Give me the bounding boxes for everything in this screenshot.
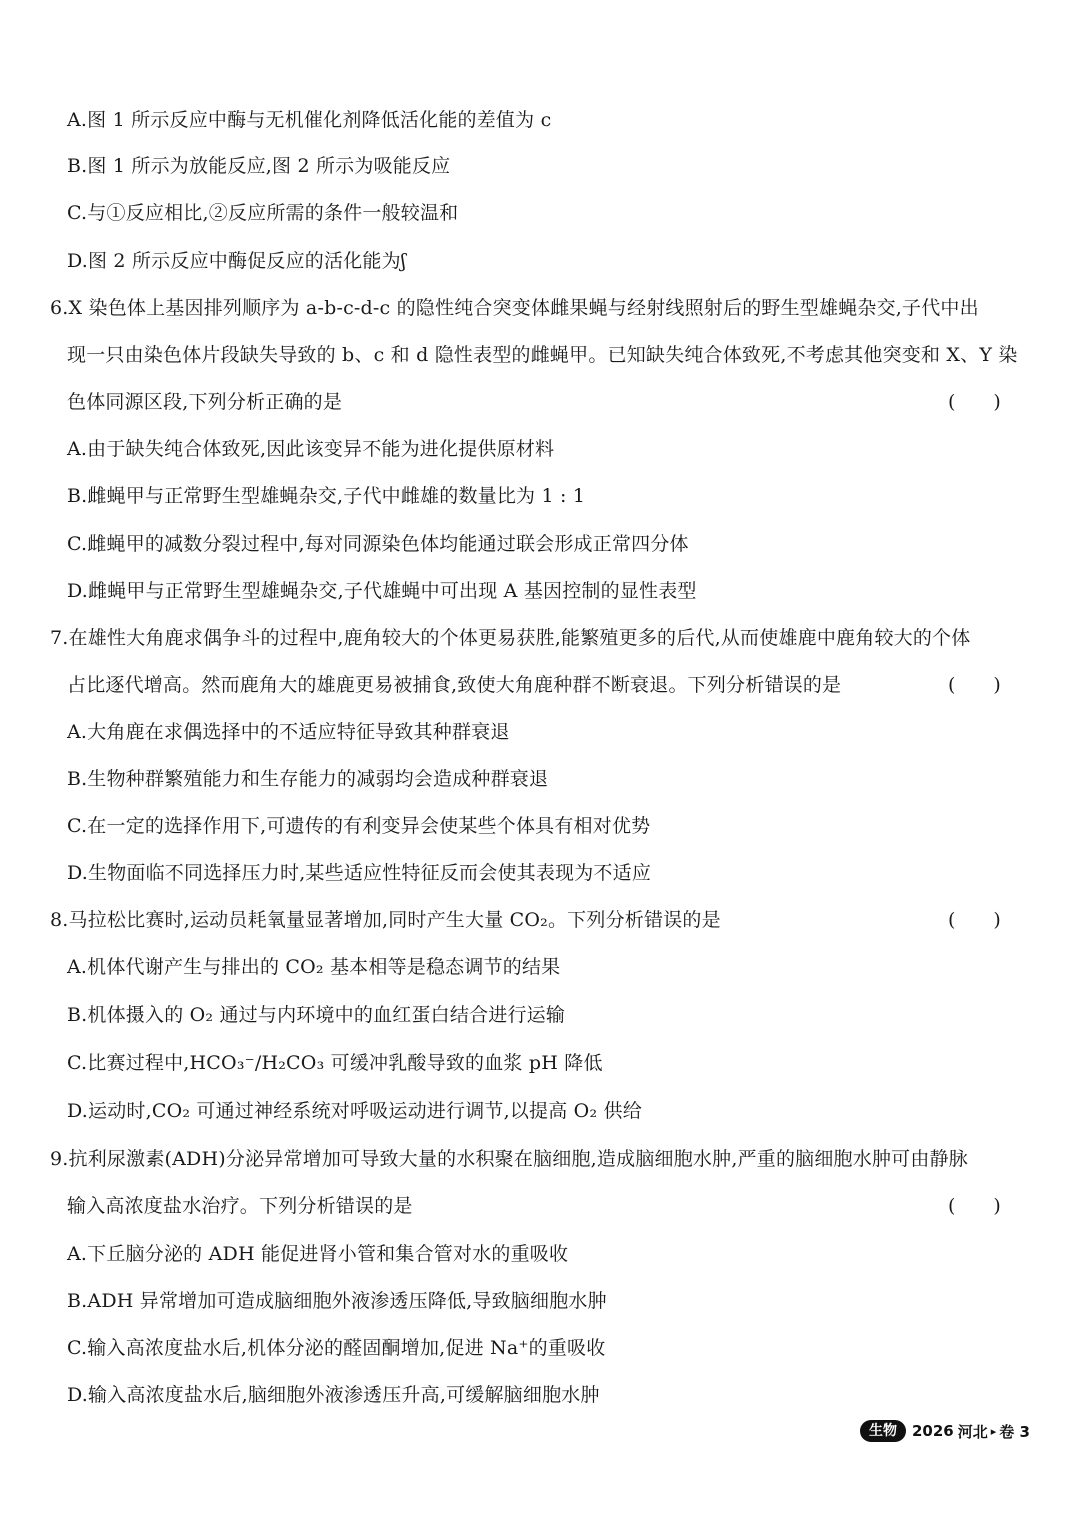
q6-stem-line-1: 6.X 染色体上基因排列顺序为 a-b-c-d-c 的隐性纯合突变体雌果蝇与经射线照射后的野生型雄蝇杂交,子代中出 xyxy=(50,297,979,319)
q6-stem-line-2: 现一只由染色体片段缺失导致的 b、c 和 d 隐性表型的雌蝇甲。已知缺失纯合体致死,不考虑其他突变和 X、Y 染 xyxy=(67,344,1018,366)
q7-stem-line-2: 占比逐代增高。然而鹿角大的雄鹿更易被捕食,致使大角鹿种群不断衰退。下列分析错误的是 xyxy=(67,674,842,696)
q7-option-d: D.生物面临不同选择压力时,某些适应性特征反而会使其表现为不适应 xyxy=(67,862,652,884)
q6-stem-line-3: 色体同源区段,下列分析正确的是 xyxy=(67,391,343,413)
footer-volume: 卷 3 xyxy=(999,1422,1030,1441)
q9-option-b: B.ADH 异常增加可造成脑细胞外液渗透压降低,导致脑细胞水肿 xyxy=(67,1290,607,1312)
footer-region: 河北 xyxy=(957,1422,988,1441)
q5-option-c: C.与①反应相比,②反应所需的条件一般较温和 xyxy=(67,202,459,224)
q6-answer-blank: ( ) xyxy=(948,391,1001,413)
footer-separator-icon: ▸ xyxy=(990,1424,997,1438)
q9-stem-line-2: 输入高浓度盐水治疗。下列分析错误的是 xyxy=(67,1195,413,1217)
q8-option-b: B.机体摄入的 O₂ 通过与内环境中的血红蛋白结合进行运输 xyxy=(67,1004,566,1026)
q6-option-c: C.雌蝇甲的减数分裂过程中,每对同源染色体均能通过联会形成正常四分体 xyxy=(67,533,689,555)
q7-option-a: A.大角鹿在求偶选择中的不适应特征导致其种群衰退 xyxy=(67,721,510,743)
q7-option-b: B.生物种群繁殖能力和生存能力的减弱均会造成种群衰退 xyxy=(67,768,549,790)
q5-option-a: A.图 1 所示反应中酶与无机催化剂降低活化能的差值为 c xyxy=(67,109,552,131)
q7-option-c: C.在一定的选择作用下,可遗传的有利变异会使某些个体具有相对优势 xyxy=(67,815,651,837)
q8-option-c: C.比赛过程中,HCO₃⁻/H₂CO₃ 可缓冲乳酸导致的血浆 pH 降低 xyxy=(67,1052,603,1074)
q9-option-c: C.输入高浓度盐水后,机体分泌的醛固酮增加,促进 Na⁺的重吸收 xyxy=(67,1337,606,1359)
q7-answer-blank: ( ) xyxy=(948,674,1001,696)
q8-option-d: D.运动时,CO₂ 可通过神经系统对呼吸运动进行调节,以提高 O₂ 供给 xyxy=(67,1100,642,1122)
q9-option-d: D.输入高浓度盐水后,脑细胞外液渗透压升高,可缓解脑细胞水肿 xyxy=(67,1384,600,1406)
subject-badge: 生物 xyxy=(860,1420,906,1442)
q8-stem-line-1: 8.马拉松比赛时,运动员耗氧量显著增加,同时产生大量 CO₂。下列分析错误的是 xyxy=(50,909,721,931)
q6-option-b: B.雌蝇甲与正常野生型雄蝇杂交,子代中雌雄的数量比为 1 : 1 xyxy=(67,485,586,507)
q6-option-a: A.由于缺失纯合体致死,因此该变异不能为进化提供原材料 xyxy=(67,438,555,460)
q5-option-d: D.图 2 所示反应中酶促反应的活化能为ʃ xyxy=(67,250,407,272)
footer-year: 2026 xyxy=(912,1422,954,1440)
q7-stem-line-1: 7.在雄性大角鹿求偶争斗的过程中,鹿角较大的个体更易获胜,能繁殖更多的后代,从而使雄鹿中鹿角较大的个体 xyxy=(50,627,971,649)
q9-stem-line-1: 9.抗利尿激素(ADH)分泌异常增加可导致大量的水积聚在脑细胞,造成脑细胞水肿,严重的脑细胞水肿可由静脉 xyxy=(50,1148,968,1170)
q9-answer-blank: ( ) xyxy=(948,1195,1001,1217)
q8-option-a: A.机体代谢产生与排出的 CO₂ 基本相等是稳态调节的结果 xyxy=(67,956,561,978)
q9-option-a: A.下丘脑分泌的 ADH 能促进肾小管和集合管对水的重吸收 xyxy=(67,1243,569,1265)
q5-option-b: B.图 1 所示为放能反应,图 2 所示为吸能反应 xyxy=(67,155,451,177)
q6-option-d: D.雌蝇甲与正常野生型雄蝇杂交,子代雄蝇中可出现 A 基因控制的显性表型 xyxy=(67,580,697,602)
page-footer xyxy=(860,1419,1030,1443)
q8-answer-blank: ( ) xyxy=(948,909,1001,931)
